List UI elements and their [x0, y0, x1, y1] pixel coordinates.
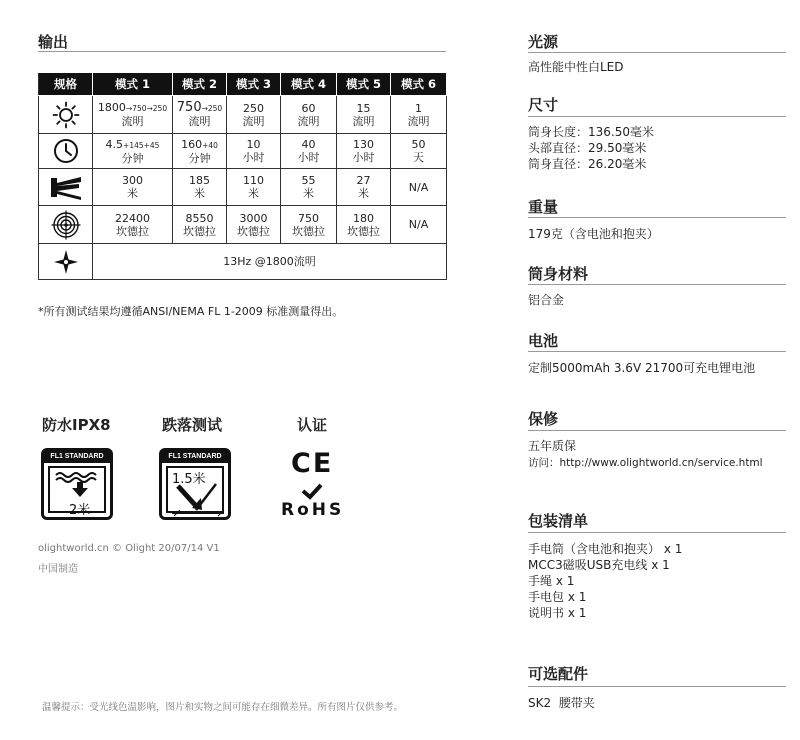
runtime-mode-2: 160+40 分钟	[173, 134, 227, 169]
material-title: 筒身材料	[528, 265, 589, 283]
runtime-mode-1: 4.5+145+45 分钟	[93, 134, 173, 169]
header-mode-1: 模式 1	[93, 73, 173, 96]
header-mode-4: 模式 4	[281, 73, 337, 96]
certification-title: 认证	[297, 416, 328, 434]
brightness-mode-1: 1800→750→250 流明	[93, 96, 173, 134]
table-row-runtime	[39, 134, 447, 169]
output-divider	[38, 51, 446, 52]
rohs-mark: RoHS	[281, 500, 345, 520]
header-spec: 规格	[39, 73, 93, 96]
package-item-2: MCC3磁吸USB充电线 x 1	[528, 558, 670, 572]
package-item-5: 说明书 x 1	[528, 606, 587, 620]
strobe-icon	[52, 248, 80, 276]
table-header-row	[39, 73, 447, 96]
brightness-mode-4: 60 流明	[281, 96, 337, 134]
distance-mode-5: 27 米	[337, 169, 391, 206]
accessory-title: 可选配件	[528, 665, 589, 683]
header-mode-5: 模式 5	[337, 73, 391, 96]
distance-mode-2: 185 米	[173, 169, 227, 206]
target-icon	[51, 210, 81, 240]
warranty-value: 五年质保	[528, 439, 577, 453]
material-value: 铝合金	[528, 293, 565, 307]
water-drop-icon	[50, 469, 110, 499]
disclaimer: 温馨提示：受光线色温影响，图片和实物之间可能存在细微差异。所有图片仅供参考。	[42, 702, 404, 713]
waterproof-badge: FL1 STANDARD 2米	[41, 448, 113, 520]
test-standard-note: *所有测试结果均遵循ANSI/NEMA FL 1-2009 标准测量得出。	[38, 305, 344, 318]
made-in-line: 中国制造	[38, 564, 78, 575]
distance-mode-4: 55 米	[281, 169, 337, 206]
brightness-mode-5: 15 流明	[337, 96, 391, 134]
runtime-mode-4: 40 小时	[281, 134, 337, 169]
header-mode-2: 模式 2	[173, 73, 227, 96]
size-head-diameter: 头部直径：29.50毫米	[528, 141, 647, 155]
light-source-value: 高性能中性白LED	[528, 60, 624, 74]
size-body-diameter: 筒身直径：26.20毫米	[528, 157, 647, 171]
battery-title: 电池	[528, 332, 559, 350]
size-length: 筒身长度：136.50毫米	[528, 125, 654, 139]
intensity-mode-1: 22400 坎德拉	[93, 206, 173, 244]
warranty-url[interactable]: 访问：http://www.olightworld.cn/service.html	[528, 457, 763, 469]
size-title: 尺寸	[528, 96, 559, 114]
light-source-title: 光源	[528, 33, 559, 51]
intensity-mode-6: N/A	[391, 206, 447, 244]
drop-height-label: 1.5米	[172, 472, 206, 487]
ce-mark: CE	[291, 448, 334, 479]
battery-value: 定制5000mAh 3.6V 21700可充电锂电池	[528, 361, 756, 375]
accessory-value: SK2 腰带夹	[528, 696, 595, 710]
distance-mode-1: 300 米	[93, 169, 173, 206]
package-title: 包装清单	[528, 512, 589, 530]
table-row-distance	[39, 169, 447, 206]
brightness-mode-6: 1 流明	[391, 96, 447, 134]
header-mode-3: 模式 3	[227, 73, 281, 96]
output-title: 输出	[38, 33, 69, 51]
distance-mode-3: 110 米	[227, 169, 281, 206]
brightness-mode-3: 250 流明	[227, 96, 281, 134]
strobe-value: 13Hz @1800流明	[93, 244, 447, 280]
drop-impact-icon	[168, 482, 228, 518]
rohs-check-icon	[300, 482, 324, 500]
runtime-mode-6: 50 天	[391, 134, 447, 169]
drop-test-title: 跌落测试	[162, 416, 223, 434]
table-row-intensity	[39, 206, 447, 244]
copyright-line: olightworld.cn © Olight 20/07/14 V1	[38, 543, 220, 554]
weight-value: 179克（含电池和抱夹）	[528, 227, 659, 241]
clock-icon	[52, 137, 80, 165]
brightness-mode-2: 750→250 流明	[173, 96, 227, 134]
package-item-3: 手绳 x 1	[528, 574, 575, 588]
water-depth-label: 2米	[69, 503, 91, 518]
table-row-strobe	[39, 244, 447, 280]
sun-icon	[52, 101, 80, 129]
header-mode-6: 模式 6	[391, 73, 447, 96]
intensity-mode-3: 3000 坎德拉	[227, 206, 281, 244]
runtime-mode-3: 10 小时	[227, 134, 281, 169]
output-spec-table	[38, 72, 447, 280]
intensity-mode-4: 750 坎德拉	[281, 206, 337, 244]
distance-mode-6: N/A	[391, 169, 447, 206]
drop-test-badge: FL1 STANDARD 1.5米	[159, 448, 231, 520]
runtime-mode-5: 130 小时	[337, 134, 391, 169]
waterproof-title: 防水IPX8	[42, 416, 111, 434]
beam-distance-icon	[49, 174, 83, 200]
intensity-mode-5: 180 坎德拉	[337, 206, 391, 244]
package-item-1: 手电筒（含电池和抱夹） x 1	[528, 542, 683, 556]
intensity-mode-2: 8550 坎德拉	[173, 206, 227, 244]
weight-title: 重量	[528, 198, 559, 216]
package-item-4: 手电包 x 1	[528, 590, 587, 604]
warranty-title: 保修	[528, 410, 559, 428]
table-row-brightness	[39, 96, 447, 134]
